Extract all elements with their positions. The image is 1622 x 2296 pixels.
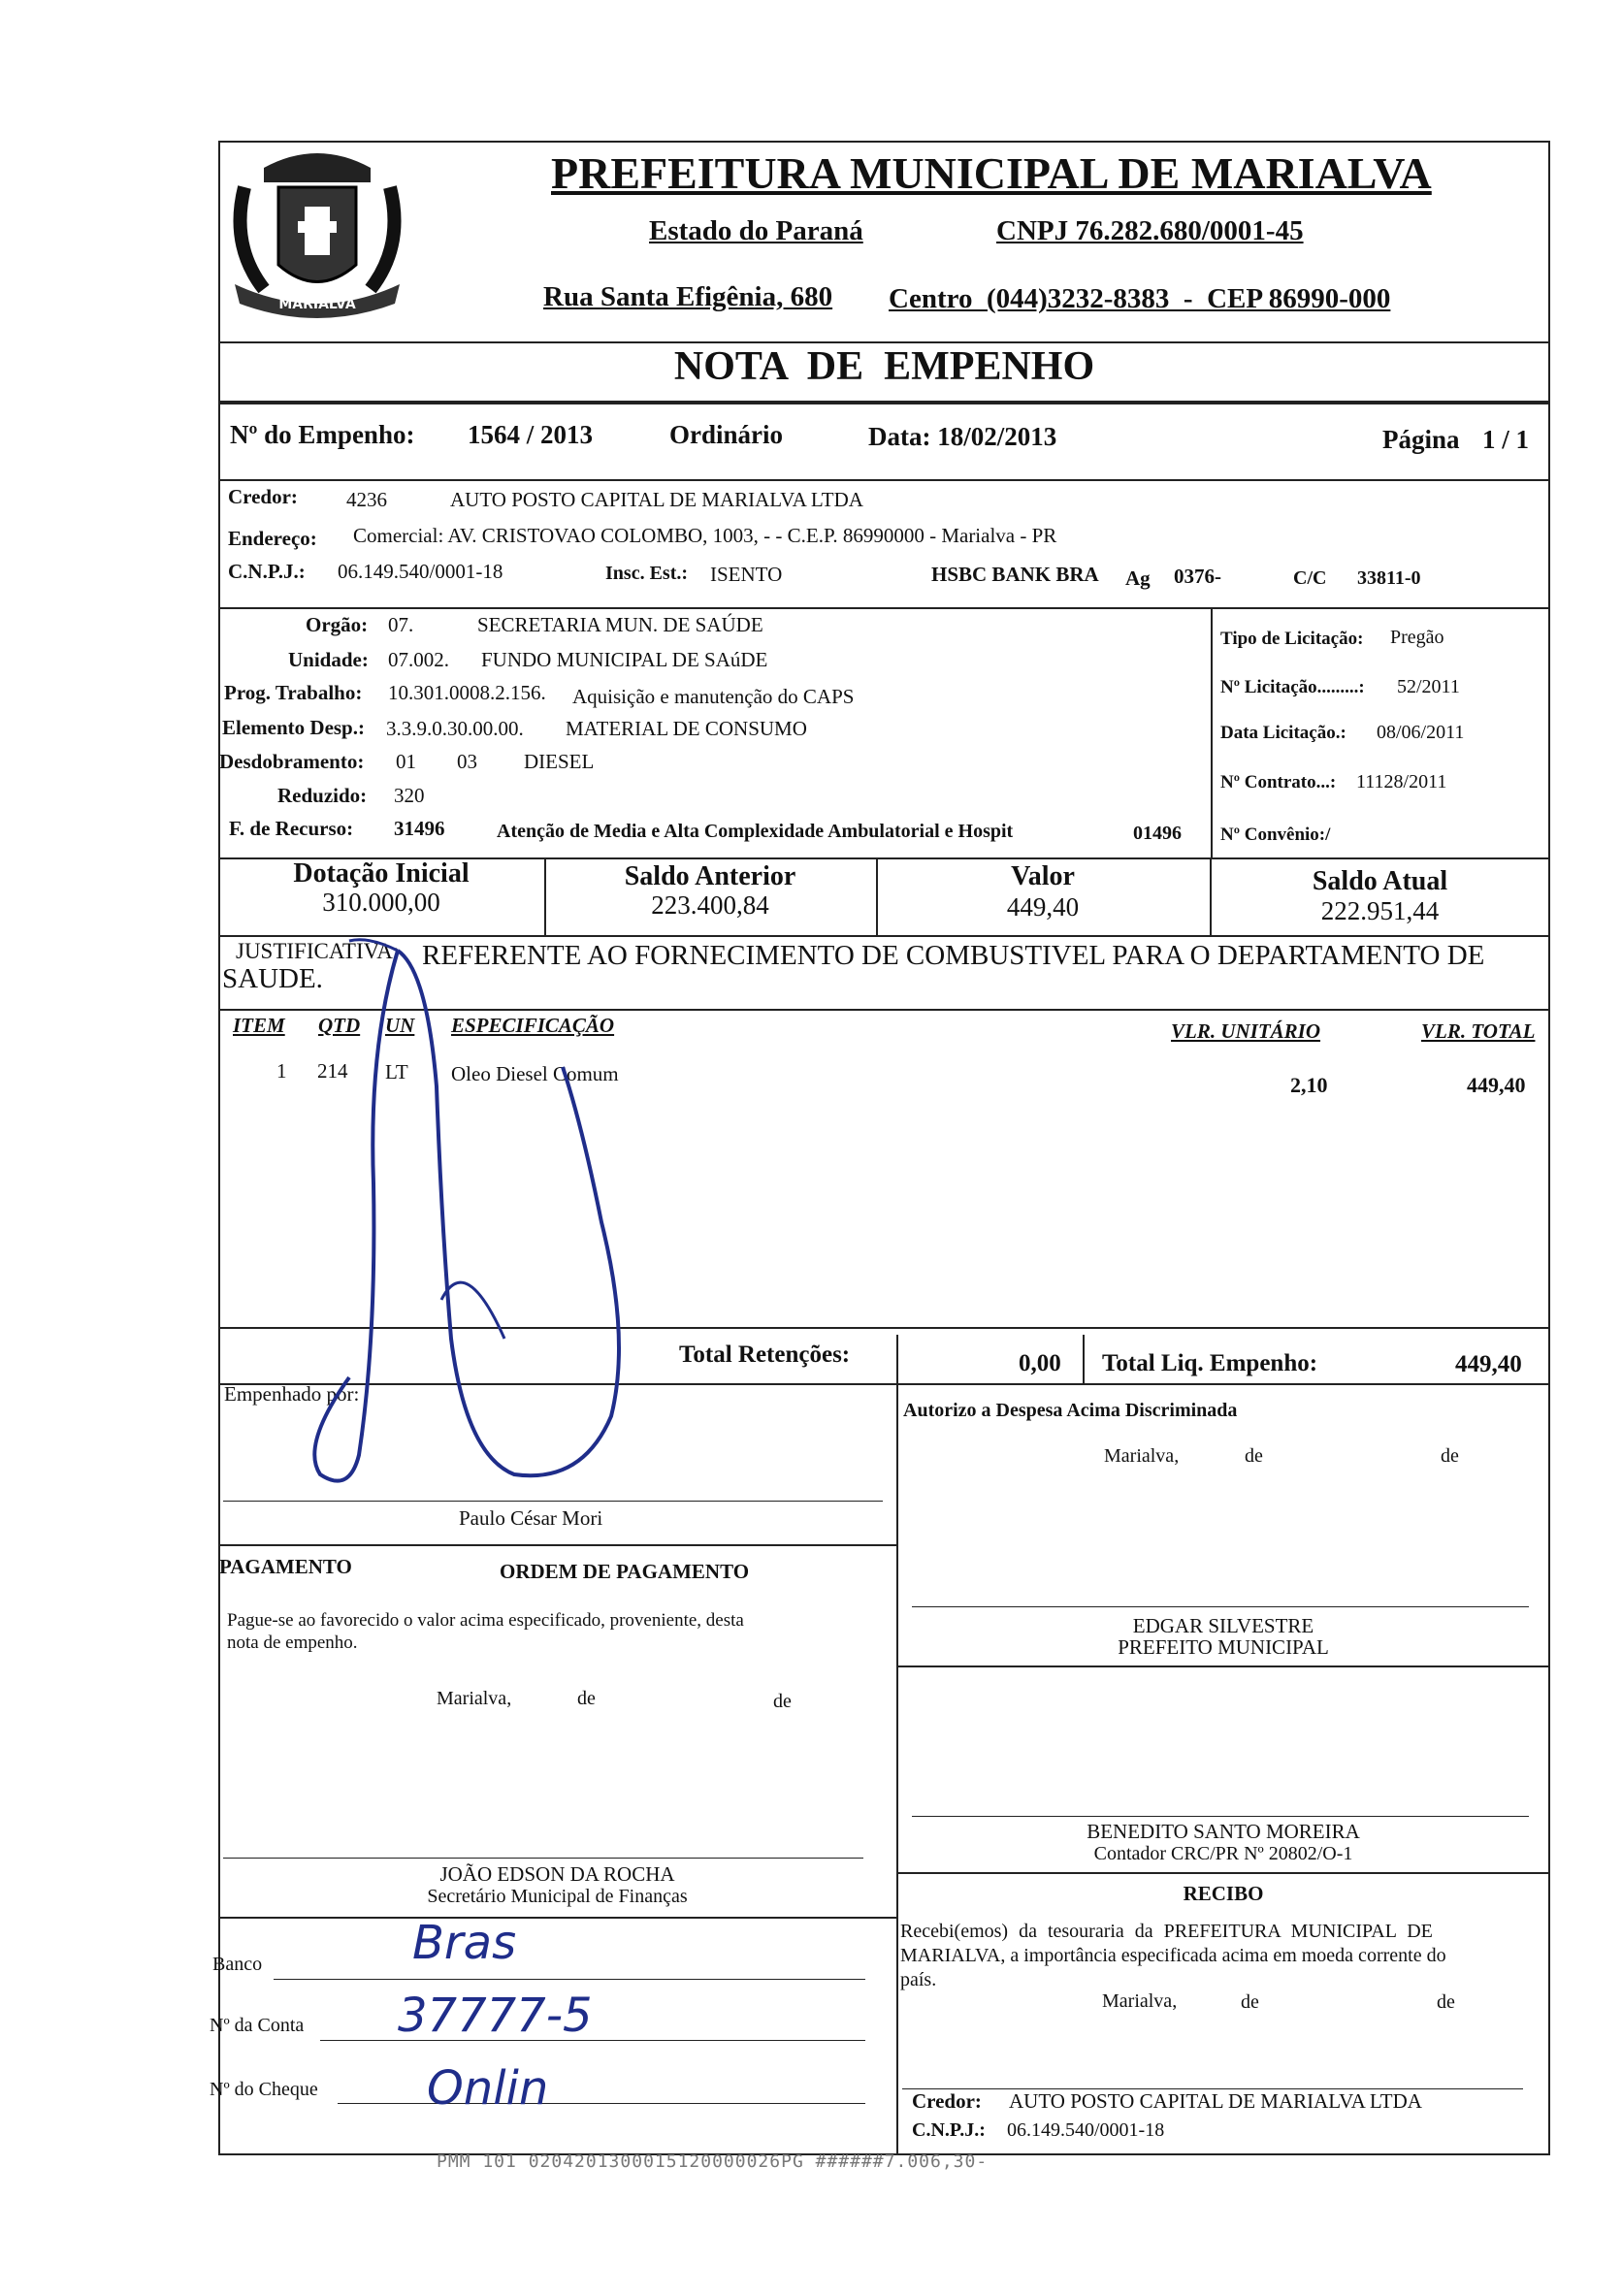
row-qtd: 214 [317,1059,348,1083]
insc-label: Insc. Est.: [605,563,689,584]
saldo-atual-label: Saldo Atual [1312,866,1448,896]
justificativa-line1: REFERENTE AO FORNECIMENTO DE COMBUSTIVEL PARA O DEPARTAMENTO DE [422,940,1485,971]
recibo-cnpj-label: C.N.P.J.: [912,2119,986,2141]
fonte-label: F. de Recurso: [229,817,354,840]
contrato-label: Nº Contrato...: [1220,772,1337,792]
divider [1083,1335,1085,1383]
justificativa-label: JUSTIFICATIVA: [236,939,400,963]
handwritten-signature [291,931,698,1533]
divider [896,1383,898,2155]
row-total: 449,40 [1467,1073,1526,1097]
retencoes-value: 0,00 [1019,1350,1061,1376]
conta-label: Nº da Conta [210,2015,305,2036]
licitacao-data-label: Data Licitação.: [1220,723,1346,743]
divider [218,1917,896,1919]
banco-label: Banco [212,1954,263,1975]
autorizo-place: Marialva, [1104,1445,1180,1467]
cc-value: 33811-0 [1357,567,1421,589]
header-contact: Centro (044)3232-8383 - CEP 86990-000 [889,283,1391,314]
divider [896,1872,1550,1874]
col-total: VLR. TOTAL [1421,1019,1536,1043]
autorizo-de2: de [1441,1445,1459,1467]
col-unit-price: VLR. UNITÁRIO [1171,1019,1321,1043]
fonte-name: Atenção de Media e Alta Complexidade Ambulatorial e Hospit [497,821,1014,842]
recibo-de1: de [1241,1991,1259,2013]
credor-cnpj-label: C.N.P.J.: [228,560,306,583]
licitacao-num-label: Nº Licitação.........: [1220,677,1365,697]
divider [218,479,1550,481]
unidade-name: FUNDO MUNICIPAL DE SAúDE [481,648,768,671]
col-item: ITEM [233,1014,285,1037]
header-state: Estado do Paraná [649,215,863,246]
licitacao-num: 52/2011 [1397,676,1460,697]
row-item: 1 [276,1059,287,1083]
banco-handwritten: Bras [412,1916,517,1970]
recibo-de2: de [1437,1991,1455,2013]
reduzido-value: 320 [394,784,425,807]
divider [218,1544,896,1546]
fonte-num: 01496 [1133,823,1182,844]
header-street: Rua Santa Efigênia, 680 [543,281,833,312]
page-number: 1 / 1 [1482,425,1530,454]
row-spec: Oleo Diesel Comum [451,1062,619,1085]
justificativa-line2: SAUDE. [222,963,323,994]
recibo-text3: país. [900,1969,937,1990]
page-label: Página [1382,425,1460,454]
elem-code: 3.3.9.0.30.00.00. [386,717,524,740]
unidade-label: Unidade: [288,648,369,671]
cheque-label: Nº do Cheque [210,2079,318,2100]
convenio-label: Nº Convênio:/ [1220,825,1331,845]
orgao-code: 07. [388,613,414,636]
autorizo-de1: de [1245,1445,1263,1467]
cheque-field-line [338,2103,865,2104]
banco-field-line [274,1979,865,1980]
address-label: Endereço: [228,527,317,550]
crest-text: MARIALVA [278,297,356,312]
financas-name: JOÃO EDSON DA ROCHA [439,1862,675,1886]
insc-value: ISENTO [710,563,783,586]
desd-a: 01 [396,750,416,773]
desd-name: DIESEL [524,750,595,773]
valor-label: Valor [1011,861,1075,891]
prog-label: Prog. Trabalho: [224,681,363,704]
liq-value: 449,40 [1455,1351,1522,1377]
col-qtd: QTD [318,1014,361,1037]
header-cnpj: CNPJ 76.282.680/0001-45 [996,215,1304,246]
footer-code: PMM 101 0204201300015120000026PG ######7.006,30- [437,2151,989,2172]
row-un: LT [385,1060,408,1083]
credor-code: 4236 [346,488,387,511]
agency-label: Ag [1125,566,1151,590]
municipal-crest [225,139,409,333]
divider [1211,607,1213,857]
cc-label: C/C [1293,567,1327,589]
doc-title: NOTA DE EMPENHO [673,344,1095,389]
contrato-value: 11128/2011 [1356,771,1447,792]
licitacao-data: 08/06/2011 [1377,722,1465,743]
elem-name: MATERIAL DE CONSUMO [566,717,807,740]
orgao-label: Orgão: [306,613,369,636]
ordem-label: ORDEM DE PAGAMENTO [500,1560,750,1583]
divider [218,607,1550,609]
pagamento-place: Marialva, [437,1688,512,1709]
financas-title: Secretário Municipal de Finanças [427,1886,688,1907]
conta-handwritten: 37777-5 [398,1989,593,2043]
recibo-label: RECIBO [1183,1882,1264,1905]
pagamento-text1: Pague-se ao favorecido o valor acima especificado, proveniente, desta [227,1610,744,1631]
recibo-credor: AUTO POSTO CAPITAL DE MARIALVA LTDA [1009,2089,1422,2113]
pagamento-de1: de [577,1688,596,1709]
divider [218,401,1550,404]
prog-code: 10.301.0008.2.156. [388,681,546,704]
autorizo-label: Autorizo a Despesa Acima Discriminada [903,1400,1238,1421]
empenho-type: Ordinário [669,420,784,449]
row-unit-price: 2,10 [1290,1073,1328,1097]
empenhado-label: Empenhado por: [224,1382,360,1406]
prefeito-title: PREFEITO MUNICIPAL [1118,1635,1329,1659]
empenhado-name: Paulo César Mori [459,1506,603,1530]
pagamento-label: PAGAMENTO [219,1555,352,1578]
desd-label: Desdobramento: [219,750,365,773]
fonte-code: 31496 [394,817,445,840]
unidade-code: 07.002. [388,648,449,671]
signature-line [912,1606,1529,1607]
recibo-cnpj: 06.149.540/0001-18 [1007,2119,1165,2141]
prefeito-name: EDGAR SILVESTRE [1132,1614,1314,1637]
retencoes-label: Total Retenções: [679,1342,851,1368]
recibo-credor-label: Credor: [912,2089,982,2113]
pagamento-text2: nota de empenho. [227,1633,358,1653]
dotacao-label: Dotação Inicial [293,858,470,889]
credor-label: Credor: [228,485,298,508]
reduzido-label: Reduzido: [277,784,368,807]
contador-title: Contador CRC/PR Nº 20802/O-1 [1093,1843,1353,1864]
signature-line [912,1816,1529,1817]
contador-name: BENEDITO SANTO MOREIRA [1087,1820,1360,1843]
recibo-place: Marialva, [1102,1990,1178,2012]
col-spec: ESPECIFICAÇÃO [451,1014,615,1037]
agency-value: 0376- [1174,565,1221,588]
dotacao-value: 310.000,00 [322,888,440,917]
empenho-date: Data: 18/02/2013 [868,422,1057,451]
divider [896,1665,1550,1667]
prog-name: Aquisição e manutenção do CAPS [572,685,855,708]
credor-name: AUTO POSTO CAPITAL DE MARIALVA LTDA [450,488,863,511]
pagamento-de2: de [773,1691,792,1712]
signature-line [223,1858,863,1859]
address: Comercial: AV. CRISTOVAO COLOMBO, 1003, - - C.E.P. 86990000 - Marialva - PR [353,524,1057,547]
liq-label: Total Liq. Empenho: [1102,1350,1318,1376]
recibo-text2: MARIALVA, a importância especificada acima em moeda corrente do [900,1945,1446,1966]
empenho-num-label: Nº do Empenho: [230,420,415,449]
divider [896,1335,898,1389]
licitacao-tipo-label: Tipo de Licitação: [1220,629,1364,649]
col-un: UN [385,1014,415,1037]
licitacao-tipo: Pregão [1390,627,1444,648]
bank-name: HSBC BANK BRA [931,563,1099,586]
desd-b: 03 [457,750,477,773]
saldo-anterior-value: 223.400,84 [651,890,769,920]
header-title: PREFEITURA MUNICIPAL DE MARIALVA [551,148,1432,198]
elem-label: Elemento Desp.: [222,716,365,739]
credor-cnpj: 06.149.540/0001-18 [338,560,503,583]
valor-value: 449,40 [1006,892,1080,922]
cheque-handwritten: Onlin [427,2061,549,2116]
orgao-name: SECRETARIA MUN. DE SAÚDE [477,613,763,636]
empenho-num: 1564 / 2013 [468,420,594,449]
recibo-text1: Recebi(emos) da tesouraria da PREFEITURA MUNICIPAL DE [900,1921,1433,1942]
saldo-anterior-label: Saldo Anterior [624,861,796,891]
saldo-atual-value: 222.951,44 [1320,896,1440,925]
